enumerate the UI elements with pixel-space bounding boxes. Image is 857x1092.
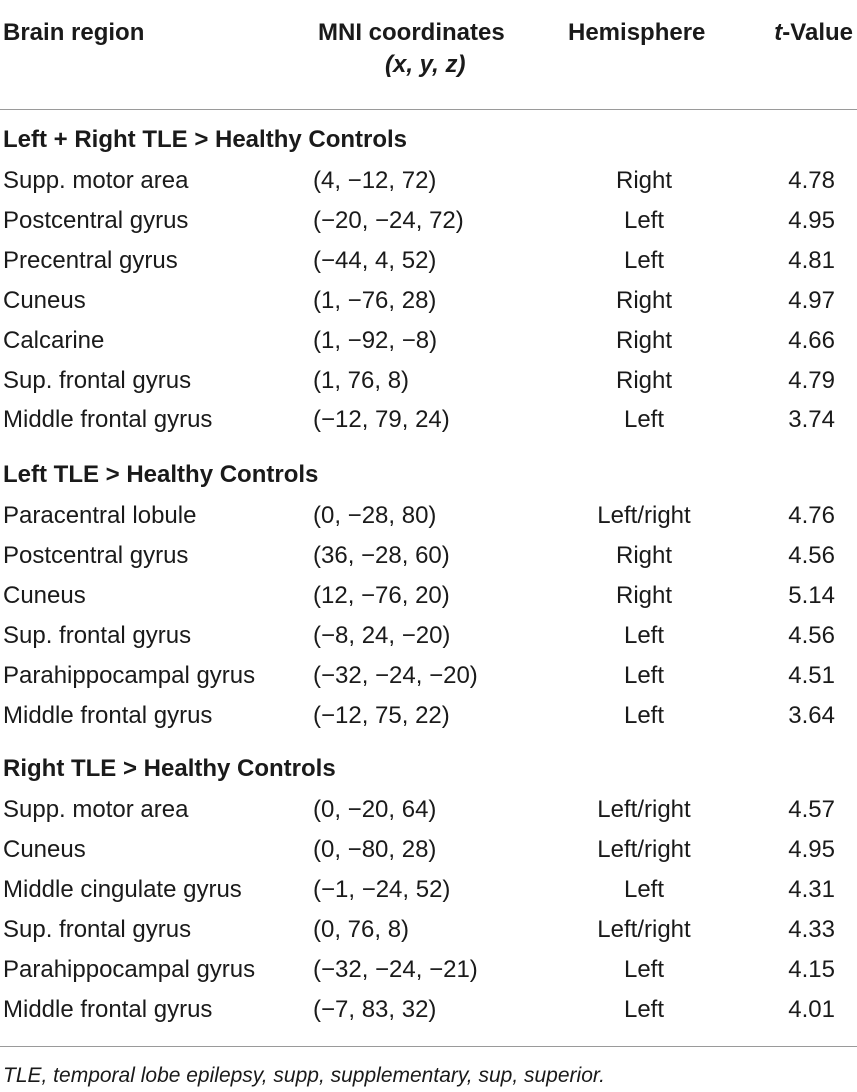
cell-hemisphere: Right — [615, 582, 673, 609]
cell-hemisphere: Right — [615, 367, 673, 394]
cell-t-value: 4.15 — [788, 956, 835, 983]
table-row — [0, 284, 857, 318]
cell-coordinates: (1, 76, 8) — [313, 367, 410, 394]
table-row — [0, 403, 857, 437]
cell-coordinates: (12, −76, 20) — [313, 582, 450, 609]
cell-t-value: 3.64 — [788, 702, 835, 729]
table-row — [0, 833, 857, 867]
cell-hemisphere: Left — [623, 956, 665, 983]
cell-hemisphere: Left — [623, 702, 665, 729]
cell-coordinates: (0, −80, 28) — [313, 836, 437, 863]
cell-coordinates: (−12, 75, 22) — [313, 702, 450, 729]
cell-coordinates: (0, −20, 64) — [313, 796, 437, 823]
cell-t-value: 4.79 — [788, 367, 835, 394]
cell-hemisphere: Right — [615, 167, 673, 194]
cell-region: Cuneus — [3, 836, 86, 863]
cell-coordinates: (−8, 24, −20) — [313, 622, 451, 649]
cell-coordinates: (−1, −24, 52) — [313, 876, 451, 903]
cell-hemisphere: Left/right — [597, 796, 691, 823]
header-t-rest: -Value — [782, 19, 853, 46]
cell-region: Supp. motor area — [3, 796, 189, 823]
section-title: Left + Right TLE > Healthy Controls — [3, 126, 408, 153]
table-row — [0, 699, 857, 733]
header-brain-region: Brain region — [3, 19, 145, 46]
cell-t-value: 4.78 — [788, 167, 835, 194]
cell-hemisphere: Left — [623, 622, 665, 649]
cell-region: Middle frontal gyrus — [3, 702, 213, 729]
cell-coordinates: (0, −28, 80) — [313, 502, 437, 529]
table-row — [0, 164, 857, 198]
cell-region: Parahippocampal gyrus — [3, 662, 256, 689]
table-row — [0, 539, 857, 573]
cell-coordinates: (−32, −24, −21) — [313, 956, 478, 983]
cell-t-value: 4.76 — [788, 502, 835, 529]
cell-t-value: 4.01 — [788, 996, 835, 1023]
cell-hemisphere: Left/right — [597, 916, 691, 943]
cell-coordinates: (4, −12, 72) — [313, 167, 437, 194]
header-rule — [0, 109, 857, 110]
table-row — [0, 244, 857, 278]
cell-region: Parahippocampal gyrus — [3, 956, 256, 983]
header-t-value — [774, 17, 853, 49]
cell-hemisphere: Left — [623, 876, 665, 903]
cell-region: Sup. frontal gyrus — [3, 367, 192, 394]
cell-t-value: 5.14 — [788, 582, 835, 609]
cell-t-value: 4.57 — [788, 796, 835, 823]
table-row — [0, 913, 857, 947]
cell-t-value: 4.97 — [788, 287, 835, 314]
table-row — [0, 659, 857, 693]
cell-t-value: 3.74 — [788, 406, 835, 433]
cell-t-value: 4.66 — [788, 327, 835, 354]
table-row — [0, 364, 857, 398]
table-row — [0, 204, 857, 238]
table-footnote: TLE, temporal lobe epilepsy, supp, supplementary, sup, superior. — [3, 1064, 605, 1087]
table-row — [0, 873, 857, 907]
table-row — [0, 953, 857, 987]
section-title: Left TLE > Healthy Controls — [3, 461, 319, 488]
header-mni-line2: (x, y, z) — [385, 51, 466, 78]
cell-t-value: 4.51 — [788, 662, 835, 689]
cell-hemisphere: Left — [623, 662, 665, 689]
cell-hemisphere: Left — [623, 247, 665, 274]
cell-region: Cuneus — [3, 582, 86, 609]
cell-coordinates: (36, −28, 60) — [313, 542, 450, 569]
cell-t-value: 4.95 — [788, 207, 835, 234]
table-row — [0, 619, 857, 653]
cell-region: Postcentral gyrus — [3, 207, 189, 234]
cell-region: Precentral gyrus — [3, 247, 178, 274]
section-title: Right TLE > Healthy Controls — [3, 755, 336, 782]
cell-t-value: 4.56 — [788, 542, 835, 569]
cell-coordinates: (−12, 79, 24) — [313, 406, 450, 433]
header-mni-coordinates — [318, 17, 528, 81]
cell-region: Middle cingulate gyrus — [3, 876, 242, 903]
cell-region: Sup. frontal gyrus — [3, 622, 192, 649]
cell-coordinates: (−20, −24, 72) — [313, 207, 464, 234]
table-row — [0, 324, 857, 358]
cell-hemisphere: Right — [615, 327, 673, 354]
cell-t-value: 4.81 — [788, 247, 835, 274]
table-row — [0, 993, 857, 1027]
cell-t-value: 4.31 — [788, 876, 835, 903]
cell-region: Middle frontal gyrus — [3, 996, 213, 1023]
cell-t-value: 4.33 — [788, 916, 835, 943]
cell-hemisphere: Right — [615, 542, 673, 569]
cell-hemisphere: Left/right — [597, 836, 691, 863]
cell-region: Paracentral lobule — [3, 502, 197, 529]
header-t-italic: t — [774, 19, 783, 46]
cell-t-value: 4.95 — [788, 836, 835, 863]
cell-coordinates: (−7, 83, 32) — [313, 996, 437, 1023]
cell-region: Sup. frontal gyrus — [3, 916, 192, 943]
table-row — [0, 499, 857, 533]
cell-region: Supp. motor area — [3, 167, 189, 194]
footer-rule — [0, 1046, 857, 1047]
header-mni-line1: MNI coordinates — [318, 19, 505, 46]
header-hemisphere: Hemisphere — [568, 19, 706, 46]
cell-region: Middle frontal gyrus — [3, 406, 213, 433]
cell-region: Postcentral gyrus — [3, 542, 189, 569]
cell-region: Calcarine — [3, 327, 105, 354]
table-row — [0, 579, 857, 613]
cell-hemisphere: Left/right — [597, 502, 691, 529]
cell-coordinates: (0, 76, 8) — [313, 916, 410, 943]
cell-hemisphere: Left — [623, 406, 665, 433]
cell-coordinates: (−32, −24, −20) — [313, 662, 478, 689]
cell-coordinates: (−44, 4, 52) — [313, 247, 437, 274]
cell-region: Cuneus — [3, 287, 86, 314]
cell-hemisphere: Right — [615, 287, 673, 314]
cell-coordinates: (1, −92, −8) — [313, 327, 438, 354]
cell-coordinates: (1, −76, 28) — [313, 287, 437, 314]
cell-hemisphere: Left — [623, 207, 665, 234]
table-row — [0, 793, 857, 827]
cell-hemisphere: Left — [623, 996, 665, 1023]
cell-t-value: 4.56 — [788, 622, 835, 649]
